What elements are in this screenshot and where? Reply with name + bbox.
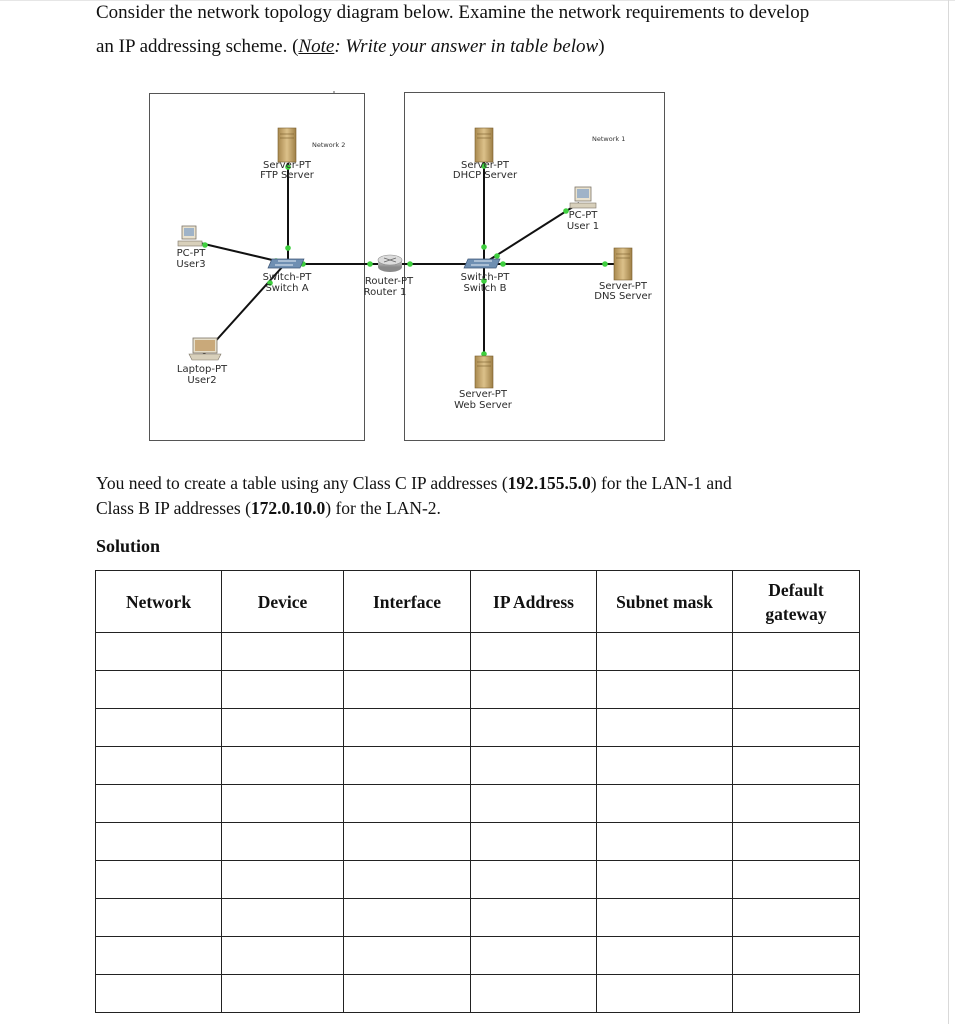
table-row: [96, 861, 860, 899]
web-server-icon: [475, 356, 493, 388]
requirement-text-1a: You need to create a table using any Class C IP addresses (: [96, 473, 508, 493]
switch-a-name: Switch A: [265, 283, 309, 294]
table-cell[interactable]: [471, 861, 597, 899]
requirement-line-2: [96, 498, 441, 519]
switch-a-type: Switch-PT: [262, 272, 312, 283]
table-row: [96, 709, 860, 747]
switch-b-name: Switch B: [463, 283, 507, 294]
table-cell[interactable]: [597, 785, 733, 823]
table-cell[interactable]: [597, 899, 733, 937]
table-cell[interactable]: [344, 823, 471, 861]
table-cell[interactable]: [222, 937, 344, 975]
table-cell[interactable]: [597, 861, 733, 899]
user2-type: Laptop-PT: [176, 364, 228, 375]
user3-name: User3: [176, 259, 206, 270]
table-cell[interactable]: [733, 709, 860, 747]
table-cell[interactable]: [733, 747, 860, 785]
user3-type: PC-PT: [176, 248, 206, 259]
header-default-gateway: [733, 571, 860, 633]
table-cell[interactable]: [471, 633, 597, 671]
router-1-icon: [378, 255, 402, 272]
table-cell[interactable]: [471, 785, 597, 823]
web-server-type: Server-PT: [459, 389, 507, 400]
table-cell[interactable]: [344, 671, 471, 709]
table-cell[interactable]: [344, 937, 471, 975]
class-b-address: 172.0.10.0: [250, 498, 326, 518]
instruction-line-1: Consider the network topology diagram below. Examine the network requirements to develop: [96, 2, 810, 23]
table-cell[interactable]: [344, 709, 471, 747]
note-label: Note: [298, 36, 335, 57]
header-ip-address: IP Address: [471, 571, 597, 633]
table-row: [96, 975, 860, 1013]
ip-addressing-table: [95, 570, 860, 1013]
table-cell[interactable]: [344, 975, 471, 1013]
user1-pc-icon: [570, 187, 596, 208]
class-c-address: 192.155.5.0: [507, 473, 591, 493]
table-cell[interactable]: [471, 937, 597, 975]
table-cell[interactable]: [222, 861, 344, 899]
table-cell[interactable]: [222, 899, 344, 937]
dns-server-icon: [614, 248, 632, 280]
dhcp-server-type: Server-PT: [461, 160, 509, 171]
table-row: [96, 899, 860, 937]
ftp-server-name: FTP Server: [260, 170, 314, 181]
switch-a-icon: [268, 259, 304, 268]
instruction-prefix: an IP addressing scheme. (: [96, 36, 299, 57]
table-cell[interactable]: [96, 785, 222, 823]
header-gateway-word: gateway: [765, 603, 827, 624]
table-cell[interactable]: [222, 823, 344, 861]
table-cell[interactable]: [96, 975, 222, 1013]
ftp-server-icon: [278, 128, 296, 162]
table-cell[interactable]: [96, 823, 222, 861]
switch-b-type: Switch-PT: [460, 272, 510, 283]
table-cell[interactable]: [344, 633, 471, 671]
switch-b-icon: [464, 259, 500, 268]
table-row: [96, 671, 860, 709]
table-row: [96, 785, 860, 823]
table-cell[interactable]: [733, 823, 860, 861]
table-cell[interactable]: [222, 975, 344, 1013]
table-cell[interactable]: [471, 747, 597, 785]
table-cell[interactable]: [96, 671, 222, 709]
note-text: Write your answer in table below: [340, 36, 599, 57]
table-cell[interactable]: [96, 937, 222, 975]
table-cell[interactable]: [733, 633, 860, 671]
table-cell[interactable]: [597, 747, 733, 785]
header-network: Network: [96, 571, 222, 633]
dns-server-name: DNS Server: [594, 291, 652, 302]
table-row: [96, 633, 860, 671]
requirement-text-2a: Class B IP addresses (: [96, 498, 251, 518]
table-cell[interactable]: [597, 671, 733, 709]
table-cell[interactable]: [344, 861, 471, 899]
table-cell[interactable]: [597, 975, 733, 1013]
router-1-name: Router 1: [363, 287, 407, 298]
table-cell[interactable]: [733, 937, 860, 975]
table-cell[interactable]: [96, 747, 222, 785]
requirement-text-2c: ) for the LAN-2.: [325, 498, 441, 518]
dhcp-server-name: DHCP Server: [452, 170, 518, 181]
table-cell[interactable]: [96, 861, 222, 899]
ftp-server-type: Server-PT: [263, 160, 311, 171]
instruction-suffix: ): [598, 36, 605, 57]
table-cell[interactable]: [597, 823, 733, 861]
dns-server-type: Server-PT: [599, 281, 647, 292]
table-cell[interactable]: [344, 747, 471, 785]
table-row: [96, 747, 860, 785]
table-cell[interactable]: [222, 633, 344, 671]
table-cell[interactable]: [344, 899, 471, 937]
user2-name: User2: [187, 375, 217, 386]
web-server-name: Web Server: [454, 400, 512, 411]
user2-laptop-icon: [189, 338, 221, 360]
table-cell[interactable]: [471, 823, 597, 861]
link-lines: [200, 162, 618, 358]
table-cell[interactable]: [471, 899, 597, 937]
requirement-text-1c: ) for the LAN-1 and: [590, 473, 732, 493]
table-cell[interactable]: [597, 633, 733, 671]
table-cell[interactable]: [222, 671, 344, 709]
table-cell[interactable]: [733, 899, 860, 937]
table-cell[interactable]: [597, 709, 733, 747]
table-cell[interactable]: [344, 785, 471, 823]
table-row: [96, 937, 860, 975]
table-cell[interactable]: [96, 709, 222, 747]
router-1-type: Router-PT: [364, 276, 414, 287]
table-cell[interactable]: [471, 709, 597, 747]
table-cell[interactable]: [222, 785, 344, 823]
header-subnet-mask: Subnet mask: [597, 571, 733, 633]
note-colon: :: [334, 36, 341, 57]
table-cell[interactable]: [222, 747, 344, 785]
table-body: [96, 633, 860, 1013]
table-cell[interactable]: [733, 785, 860, 823]
table-cell[interactable]: [733, 861, 860, 899]
network-topology-diagram: [0, 0, 955, 460]
table-cell[interactable]: [471, 975, 597, 1013]
requirement-line-1: [96, 473, 732, 494]
user3-pc-icon: [178, 226, 202, 246]
dhcp-server-icon: [475, 128, 493, 162]
header-interface: Interface: [344, 571, 471, 633]
user1-name: User 1: [566, 221, 600, 232]
table-cell[interactable]: [96, 899, 222, 937]
table-cell[interactable]: [471, 671, 597, 709]
header-device: Device: [222, 571, 344, 633]
table-cell[interactable]: [597, 937, 733, 975]
header-default-word: Default: [768, 579, 824, 600]
table-cell[interactable]: [733, 671, 860, 709]
solution-heading: Solution: [96, 536, 161, 556]
table-header-row: [96, 571, 860, 633]
network-1-label: Network 1: [592, 135, 626, 143]
table-row: [96, 823, 860, 861]
network-2-label: Network 2: [312, 141, 346, 149]
table-cell[interactable]: [733, 975, 860, 1013]
table-cell[interactable]: [96, 633, 222, 671]
table-cell[interactable]: [222, 709, 344, 747]
user1-type: PC-PT: [568, 210, 598, 221]
